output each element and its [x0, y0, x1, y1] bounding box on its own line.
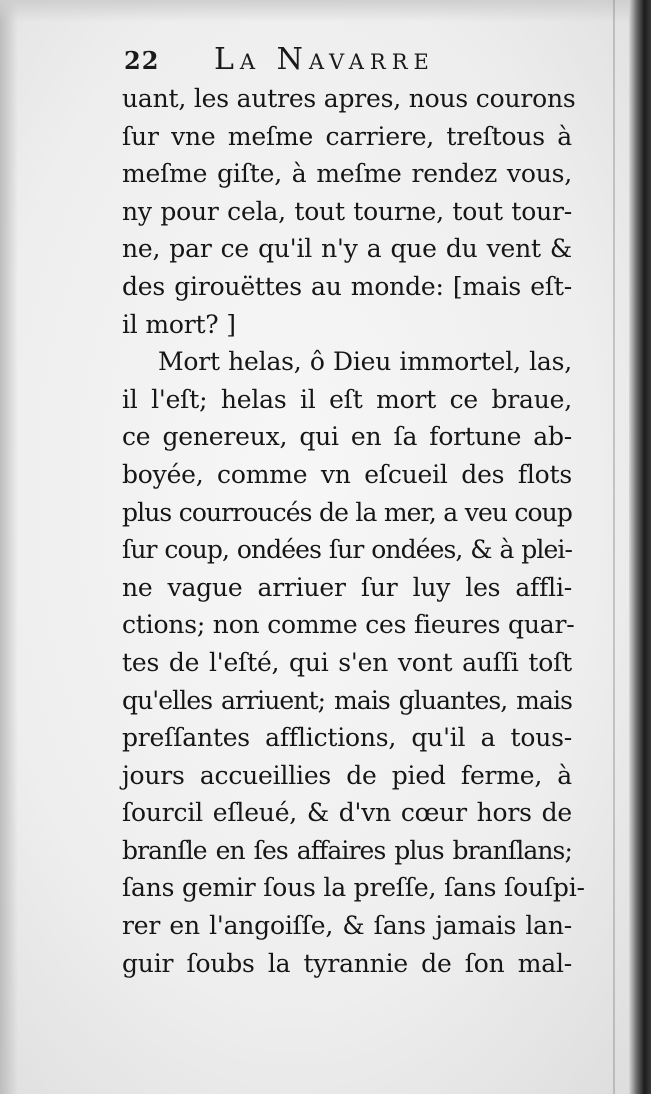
text-line: ce genereux, qui en ſa fortune ab-	[122, 422, 572, 452]
text-line: meſme giſte, à meſme rendez vous,	[122, 159, 572, 189]
text-line: ſur coup, ondées ſur ondées, & à plei-	[122, 535, 572, 565]
text-line: uant, les autres apres, nous courons	[122, 84, 576, 113]
body-text	[122, 80, 585, 982]
text-line: il l'eſt; helas il eſt mort ce braue,	[122, 384, 572, 414]
text-line: ne, par ce qu'il n'y a que du vent &	[122, 234, 572, 264]
text-line: des girouëttes au monde: [mais eſt-	[122, 271, 572, 301]
binding-gutter	[629, 0, 651, 1094]
text-line: ne vague arriuer ſur luy les affli-	[122, 572, 572, 602]
text-line: ſourcil eſleué, & d'vn cœur hors de	[122, 798, 572, 828]
page-number: 22	[124, 46, 160, 75]
paragraph-first-line: Mort helas, ô Dieu immortel, las,	[158, 347, 572, 377]
text-line: tes de l'eſté, qui s'en vont auſſi toſt	[122, 647, 572, 677]
page-edge-shadow	[0, 0, 18, 1094]
text-line: branſle en ſes affaires plus branſlans;	[122, 835, 572, 865]
text-line: ſans gemir ſous la preſſe, ſans ſouſpi-	[122, 873, 585, 903]
running-title: La Navarre	[214, 42, 435, 77]
text-line: qu'elles arriuent; mais gluantes, mais	[122, 685, 572, 715]
text-line: plus courroucés de la mer, a veu coup	[122, 497, 572, 527]
text-line: guir ſoubs la tyrannie de ſon mal-	[122, 948, 572, 978]
text-line: ctions; non comme ces fieures quar-	[122, 610, 575, 640]
page-top-shadow	[0, 0, 651, 22]
page-fold-line	[613, 0, 615, 1094]
text-line: rer en l'angoiſſe, & ſans jamais lan-	[122, 911, 572, 941]
text-line: ny pour cela, tout tourne, tout tour-	[122, 196, 572, 226]
page-header	[124, 42, 564, 82]
text-line: jours accueillies de pied ferme, à	[122, 760, 572, 790]
text-line: ſur vne meſme carriere, treſtous à	[122, 121, 572, 151]
text-line: il mort? ]	[122, 309, 236, 339]
text-line: preſſantes afflictions, qu'il a tous-	[122, 723, 572, 753]
text-line: boyée, comme vn eſcueil des flots	[122, 459, 572, 489]
